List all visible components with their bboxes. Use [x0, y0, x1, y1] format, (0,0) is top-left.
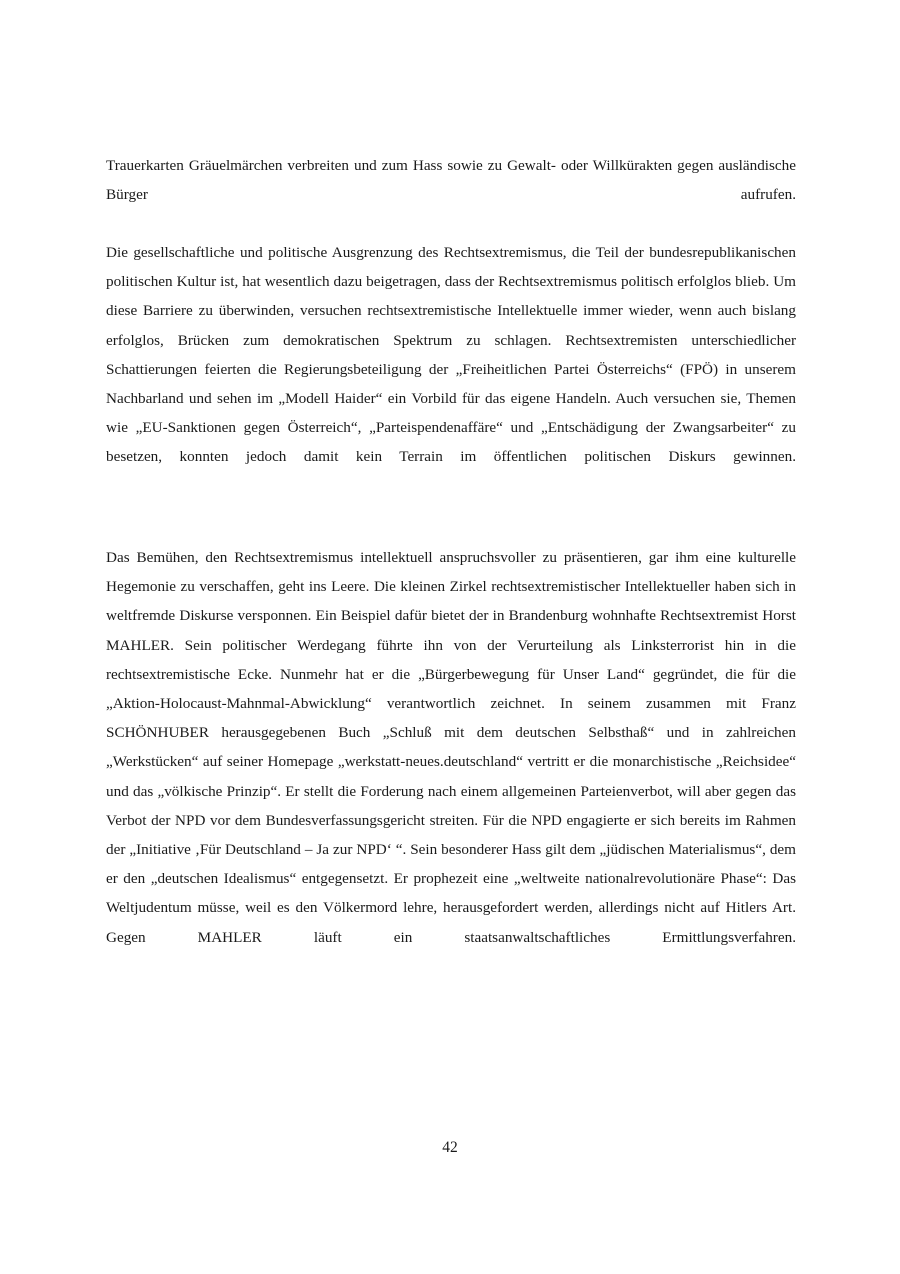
paragraph-1: Trauerkarten Gräuelmärchen verbreiten und zum Hass sowie zu Gewalt- oder Willkürakten gegen ausländische Bürger aufrufen. — [106, 157, 796, 204]
page-number: 42 — [442, 1139, 458, 1156]
paragraph-2: Die gesellschaftliche und politische Ausgrenzung des Rechtsextremismus, die Teil der bundesrepublikanischen politischen Kultur ist, hat wesentlich dazu beigetragen, dass der Rechtsextremismus politisch erfolglos blieb. Um diese Barriere zu überwinden, versuchen rechtsextremistische Intellektuelle immer wieder, wenn auch bislang erfolglos, Brücken zum demokratischen Spektrum zu schlagen. Rechtsextremisten unterschiedlicher Schattierungen feierten die Regierungsbeteiligung der „Freiheitlichen Partei Österreichs“ (FPÖ) in unserem Nachbarland und sehen im „Modell Haider“ ein Vorbild für das eigene Handeln. Auch versuchen sie, Themen wie „EU-Sanktionen gegen Österreich“, „Parteispendenaffäre“ und „Entschädigung der Zwangsarbeiter“ zu besetzen, konnten jedoch damit kein Terrain im öffentlichen politischen Diskurs gewinnen. — [106, 244, 796, 466]
paragraph-3: Das Bemühen, den Rechtsextremismus intellektuell anspruchsvoller zu präsentieren, gar ihm eine kulturelle Hegemonie zu verschaffen, geht ins Leere. Die kleinen Zirkel rechtsextremistischer Intellektueller haben sich in weltfremde Diskurse versponnen. Ein Beispiel dafür bietet der in Brandenburg wohnhafte Rechtsextremist Horst MAHLER. Sein politischer Werdegang führte ihn von der Verurteilung als Linksterrorist hin in die rechtsextremistische Ecke. Nunmehr hat er die „Bürgerbewegung für Unser Land“ gegründet, die für die „Aktion-Holocaust-Mahnmal-Abwicklung“ verantwortlich zeichnet. In seinem zusammen mit Franz SCHÖNHUBER herausgegebenen Buch „Schluß mit dem deutschen Selbsthaß“ und in zahlreichen „Werkstücken“ auf seiner Homepage „werkstatt-neues.deutschland“ vertritt er die monarchistische „Reichsidee“ und das „völkische Prinzip“. Er stellt die Forderung nach einem allgemeinen Parteienverbot, will aber gegen das Verbot der NPD vor dem Bundesverfassungsgericht streiten. Für die NPD engagierte er sich bereits im Rahmen der „Initiative ‚Für Deutschland – Ja zur NPD‘ “. Sein besonderer Hass gilt dem „jüdischen Materialismus“, dem er den „deutschen Idealismus“ entgegensetzt. Er prophezeit eine „weltweite nationalrevolutionäre Phase“: Das Weltjudentum müsse, weil es den Völkermord lehre, herausgefordert werden, allerdings nicht auf Hitlers Art. Gegen MAHLER läuft ein staatsanwaltschaftliches Ermittlungsverfahren. — [106, 549, 796, 946]
